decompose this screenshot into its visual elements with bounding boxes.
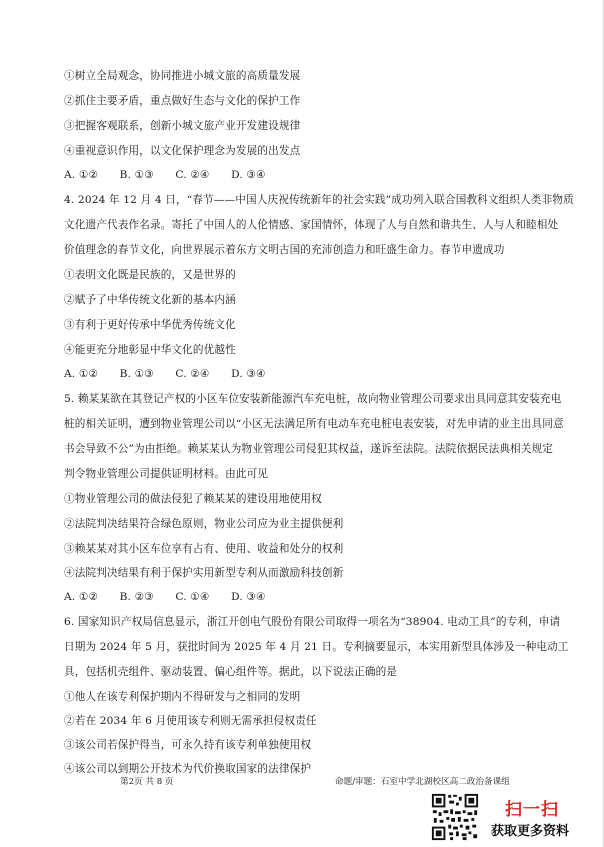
page-number: 第2页 共 8 页 — [120, 777, 174, 787]
option-line: ③该公司若保护得当，可永久持有该专利单独使用权 — [64, 739, 312, 751]
option-line: ④重视意识作用，以文化保护理念为发展的出发点 — [64, 145, 301, 157]
option-line: ①树立全局观念，协同推进小城文旅的高质量发展 — [64, 70, 301, 82]
question-text: 书会导致不公”为由拒绝。赖某某认为物业管理公司侵犯其权益，遂诉至法院。法院依据民法典相关规定 — [64, 443, 554, 455]
scan-promo-title: 扫一扫 — [505, 800, 559, 820]
option-line: ③把握客观联系，创新小城文旅产业开发建设规律 — [64, 120, 301, 132]
answer-choices: A. ①② B. ②③ C. ①④ D. ③④ — [64, 591, 266, 603]
option-line: ④该公司以到期公开技术为代价换取国家的法律保护 — [64, 763, 312, 775]
option-line: ②法院判决结果符合绿色原则，物业公司应为业主提供便利 — [64, 518, 344, 530]
option-line: ①物业管理公司的做法侵犯了赖某某的建设用地使用权 — [64, 493, 322, 505]
question-text: 6. 国家知识产权局信息显示，浙江开创电气股份有限公司取得一项名为“38904. 电动工具”的专利，申请 — [64, 616, 561, 628]
option-line: ③赖某某对其小区车位享有占有、使用、收益和处分的权利 — [64, 543, 344, 555]
option-line: ④能更充分地彰显中华文化的优越性 — [64, 344, 236, 356]
question-text: 判令物业管理公司提供证明材料。由此可见 — [64, 468, 269, 480]
question-text: 5. 赖某某欲在其登记产权的小区车位安装新能源汽车充电桩，故向物业管理公司要求出具同意其安装充电 — [64, 393, 562, 405]
option-line: ②抓住主要矛盾，重点做好生态与文化的保护工作 — [64, 95, 301, 107]
option-line: ①他人在该专利保护期内不得研发与之相同的发明 — [64, 691, 301, 703]
answer-choices: A. ①② B. ①③ C. ②④ D. ③④ — [64, 368, 266, 380]
option-line: ③有利于更好传承中华优秀传统文化 — [64, 319, 236, 331]
question-text: 4. 2024 年 12 月 4 日，“春节——中国人庆祝传统新年的社会实践”成功列入联合国教科文组织人类非物质 — [64, 194, 574, 206]
answer-choices: A. ①② B. ①③ C. ②④ D. ③④ — [64, 169, 266, 181]
question-text: 桩的相关证明，遭到物业管理公司以“小区无法满足所有电动车充电桩电表安装，对先申请的业主出具同意 — [64, 418, 564, 430]
option-line: ②赋予了中华传统文化新的基本内涵 — [64, 294, 236, 306]
question-text: 价值理念的春节文化，向世界展示着东方文明古国的充沛创造力和旺盛生命力。春节申遗成功 — [64, 244, 505, 256]
question-text: 日期为 2024 年 5 月，获批时间为 2025 年 4 月 21 日。专利摘要显示，本实用新型具体涉及一种电动工 — [64, 641, 569, 653]
option-line: ①表明文化既是民族的，又是世界的 — [64, 269, 236, 281]
qr-code-icon — [430, 792, 480, 842]
question-text: 具，包括机壳组件、驱动装置、偏心组件等。据此，以下说法正确的是 — [64, 666, 398, 678]
option-line: ②若在 2034 年 6 月使用该专利则无需承担侵权责任 — [64, 715, 317, 727]
scan-promo-subtitle: 获取更多资料 — [491, 824, 570, 839]
credits: 命题/审题：石室中学北湖校区高二政治备课组 — [335, 777, 510, 787]
question-text: 文化遗产代表作名录。寄托了中国人的人伦情感、家国情怀，体现了人与自然和谐共生、人与人和睦相处 — [64, 219, 559, 231]
option-line: ④法院判决结果有利于保护实用新型专利从而激励科技创新 — [64, 567, 344, 579]
